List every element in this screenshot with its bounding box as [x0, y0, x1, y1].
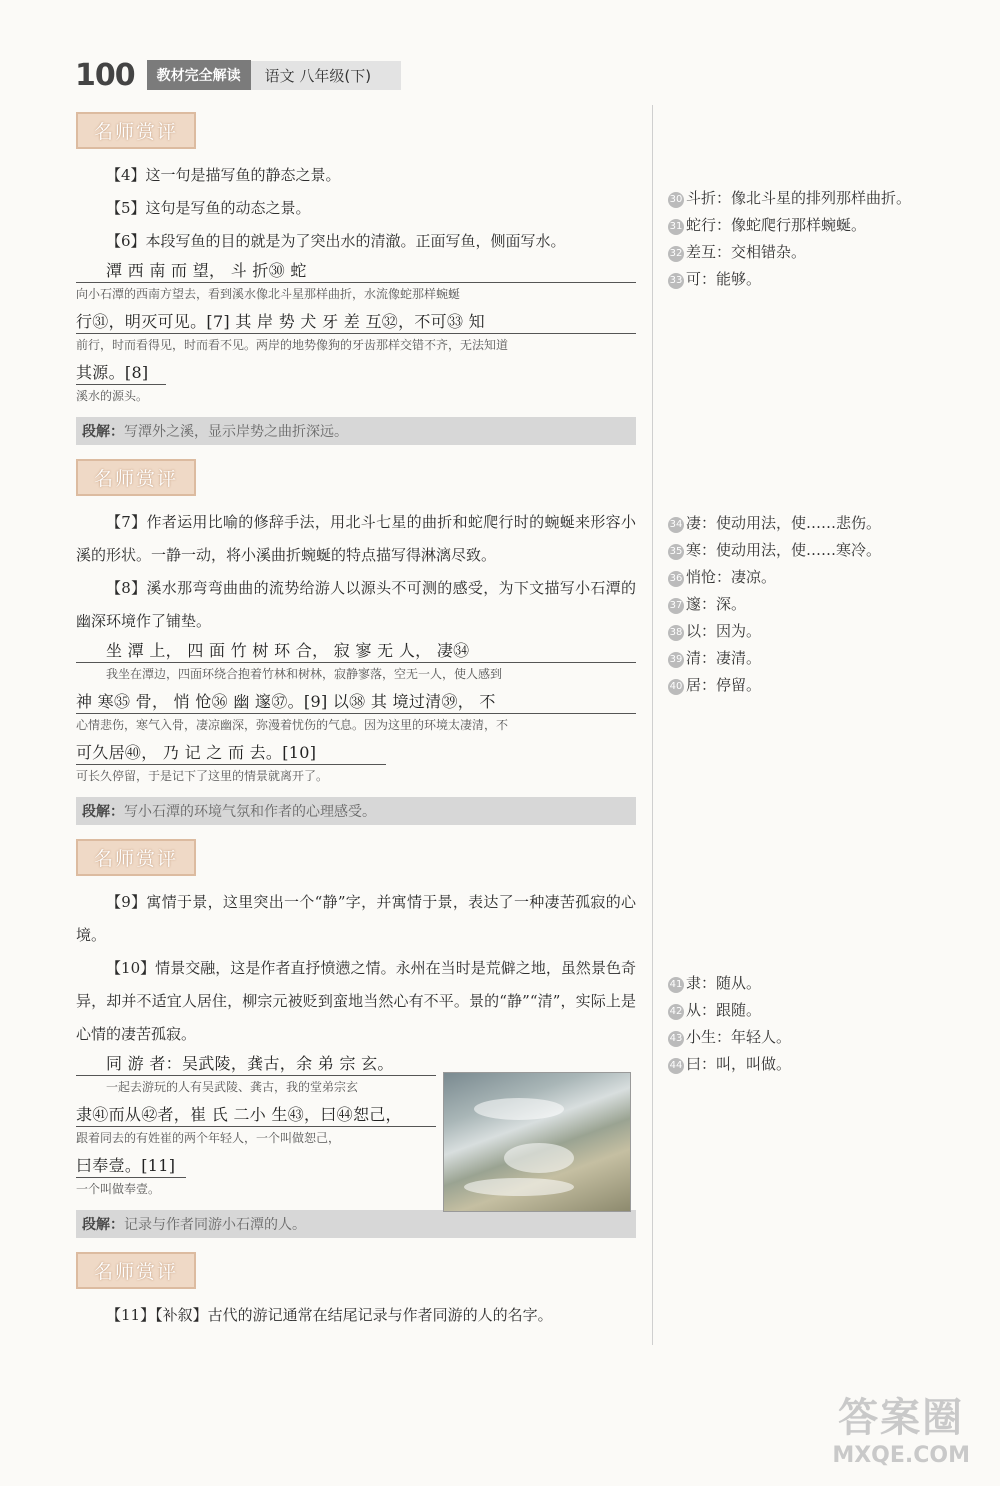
note-item: [668, 510, 881, 537]
teacher-comment-badge: 名师赏评: [76, 112, 196, 149]
original-text-line: 同 游 者：吴武陵，龚古，余 弟 宗 玄。: [76, 1053, 436, 1076]
summary-text: 写小石潭的环境气氛和作者的心理感受。: [124, 804, 376, 820]
note-number: 41: [668, 977, 684, 993]
note-item: [668, 239, 911, 266]
note-number: 35: [668, 544, 684, 560]
note-number: 36: [668, 571, 684, 587]
summary-label: 段解：: [82, 804, 124, 820]
page-number: 100: [75, 57, 135, 93]
note-item: [668, 1024, 791, 1051]
comment: 【11】【补叙】古代的游记通常在结尾记录与作者同游的人的名字。: [106, 1306, 553, 1324]
note-text: 清：凄清。: [686, 649, 762, 667]
comment: 【9】寓情于景，这里突出一个“静”字，并寓情于景，表达了一种凄苦孤寂的心境。: [76, 893, 636, 944]
translation-line: 一起去游玩的人有吴武陵、龚古，我的堂弟宗玄: [106, 1080, 359, 1094]
comment-block-3: [76, 886, 636, 1051]
note-text: 悄怆：凄凉。: [686, 568, 777, 586]
note-number: 37: [668, 598, 684, 614]
note-text: 以：因为。: [686, 622, 762, 640]
note-number: 34: [668, 517, 684, 533]
note-item: [668, 564, 881, 591]
note-item: [668, 645, 881, 672]
original-text-line: 坐 潭 上， 四 面 竹 树 环 合， 寂 寥 无 人， 凄㉞: [76, 640, 636, 663]
note-text: 小生：年轻人。: [686, 1028, 792, 1046]
notes-group-1: [668, 185, 911, 293]
teacher-comment-badge: 名师赏评: [76, 1252, 196, 1289]
note-text: 差互：交相错杂。: [686, 243, 807, 261]
translation-line: 溪水的源头。: [76, 389, 149, 403]
note-number: 40: [668, 679, 684, 695]
comment: 【6】本段写鱼的目的就是为了突出水的清澈。正面写鱼，侧面写水。: [106, 232, 566, 250]
note-text: 寒：使动用法，使……寒冷。: [686, 541, 882, 559]
note-number: 32: [668, 246, 684, 262]
note-number: 38: [668, 625, 684, 641]
notes-group-2: [668, 510, 881, 699]
original-text-line: 曰奉壹。[11]: [76, 1155, 186, 1178]
note-number: 44: [668, 1058, 684, 1074]
paragraph-summary: [76, 797, 636, 825]
summary-text: 记录与作者同游小石潭的人。: [124, 1217, 306, 1233]
note-number: 42: [668, 1004, 684, 1020]
teacher-comment-badge: 名师赏评: [76, 459, 196, 496]
note-number: 43: [668, 1031, 684, 1047]
subject-label: 语文 八年级(下): [251, 61, 401, 90]
series-title: 教材完全解读: [147, 60, 251, 90]
note-text: 隶：随从。: [686, 974, 762, 992]
teacher-comment-badge: 名师赏评: [76, 839, 196, 876]
note-item: [668, 970, 791, 997]
note-text: 邃：深。: [686, 595, 747, 613]
original-text-line: 行㉛，明灭可见。[7] 其 岸 势 犬 牙 差 互㉜，不可㉝ 知: [76, 311, 636, 334]
comment: 【10】情景交融，这是作者直抒愤懑之情。永州在当时是荒僻之地，虽然景色奇异，却并不适宜人居住，柳宗元被贬到蛮地当然心有不平。景的“静”“清”，实际上是心情的凄苦孤寂。: [76, 959, 636, 1043]
comment-block-4: [76, 1299, 636, 1332]
comment: 【5】这句是写鱼的动态之景。: [106, 199, 311, 217]
note-number: 39: [668, 652, 684, 668]
note-item: [668, 591, 881, 618]
note-text: 居：停留。: [686, 676, 762, 694]
note-item: [668, 266, 911, 293]
summary-text: 写潭外之溪，显示岸势之曲折深远。: [124, 424, 348, 440]
translation-line: 心情悲伤，寒气入骨，凄凉幽深，弥漫着忧伤的气息。因为这里的环境太凄清，不: [76, 718, 509, 732]
comment-block-1: [76, 159, 636, 258]
original-text-line: 隶㊶而从㊷者，崔 氏 二小 生㊸，曰㊹恕己，: [76, 1104, 436, 1127]
text-block-2: [76, 640, 636, 787]
summary-label: 段解：: [82, 1217, 124, 1233]
translation-line: 跟着同去的有姓崔的两个年轻人，一个叫做恕己，: [76, 1131, 341, 1145]
column-divider: [652, 105, 653, 1345]
original-text-line: 其源。[8]: [76, 362, 166, 385]
note-number: 31: [668, 219, 684, 235]
note-text: 斗折：像北斗星的排列那样曲折。: [686, 189, 912, 207]
note-item: [668, 537, 881, 564]
note-item: [668, 672, 881, 699]
watermark-logo-text: 答案圈: [838, 1395, 965, 1441]
translation-line: 一个叫做奉壹。: [76, 1182, 161, 1196]
page-header: [75, 58, 401, 92]
note-item: [668, 618, 881, 645]
text-block-3: [76, 1053, 436, 1200]
summary-label: 段解：: [82, 424, 124, 440]
comment-block-2: [76, 506, 636, 638]
translation-line: 向小石潭的西南方望去，看到溪水像北斗星那样曲折，水流像蛇那样蜿蜒: [76, 287, 461, 301]
note-text: 从：跟随。: [686, 1001, 762, 1019]
note-item: [668, 1051, 791, 1078]
notes-group-3: [668, 970, 791, 1078]
note-number: 33: [668, 273, 684, 289]
original-text-line: 可久居㊵， 乃 记 之 而 去。[10]: [76, 742, 386, 765]
translation-line: 我坐在潭边，四面环绕合抱着竹林和树林，寂静寥落，空无一人，使人感到: [106, 667, 503, 681]
landscape-illustration: [443, 1072, 631, 1212]
note-text: 凄：使动用法，使……悲伤。: [686, 514, 882, 532]
translation-line: 前行，时而看得见，时而看不见。两岸的地势像狗的牙齿那样交错不齐，无法知道: [76, 338, 509, 352]
text-block-1: [76, 260, 636, 407]
note-text: 可：能够。: [686, 270, 762, 288]
note-number: 30: [668, 192, 684, 208]
watermark-url: MXQE.COM: [832, 1443, 970, 1468]
paragraph-summary: [76, 417, 636, 445]
translation-line: 可长久停留，于是记下了这里的情景就离开了。: [76, 769, 329, 783]
comment: 【8】溪水那弯弯曲曲的流势给游人以源头不可测的感受，为下文描写小石潭的幽深环境作了铺垫。: [76, 579, 636, 630]
comment: 【7】作者运用比喻的修辞手法，用北斗七星的曲折和蛇爬行时的蜿蜒来形容小溪的形状。一静一动，将小溪曲折蜿蜒的特点描写得淋漓尽致。: [76, 513, 636, 564]
note-item: [668, 212, 911, 239]
note-item: [668, 997, 791, 1024]
site-watermark: [832, 1386, 970, 1468]
original-text-line: 神 寒㉟ 骨， 悄 怆㊱ 幽 邃㊲。[9] 以㊳ 其 境过清㊴， 不: [76, 691, 636, 714]
note-text: 蛇行：像蛇爬行那样蜿蜒。: [686, 216, 867, 234]
paragraph-summary: [76, 1210, 636, 1238]
comment: 【4】这一句是描写鱼的静态之景。: [106, 166, 341, 184]
note-item: [668, 185, 911, 212]
note-text: 曰：叫，叫做。: [686, 1055, 792, 1073]
original-text-line: 潭 西 南 而 望， 斗 折㉚ 蛇: [76, 260, 636, 283]
